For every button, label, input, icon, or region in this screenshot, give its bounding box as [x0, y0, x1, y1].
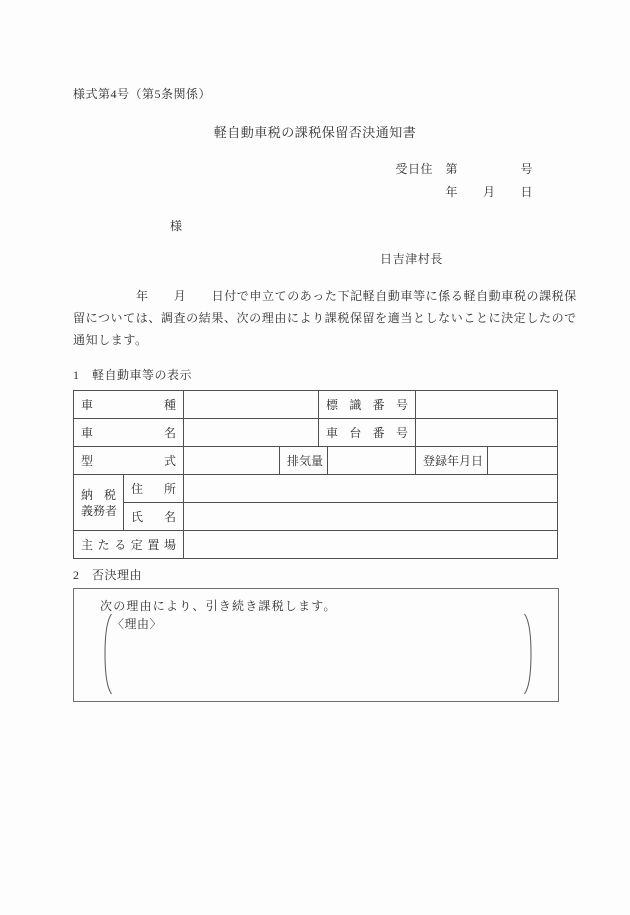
model-label: 型 式: [74, 447, 184, 475]
chassis-number-value-cell: [416, 419, 558, 447]
receipt-date-line: 年 月 日: [445, 185, 533, 199]
sender-title: 日吉津村長: [380, 252, 444, 266]
body-paragraph: 年 月 日付で申立てのあった下記軽自動車等に係る軽自動車税の課税保留については、調査の結果、次の理由により課税保留を適当としないことに決定したので通知します。: [73, 289, 577, 347]
chassis-number-label: 車 台 番 号: [319, 419, 416, 447]
displacement-value-cell: [328, 447, 416, 475]
address-label: 住 所: [124, 475, 184, 503]
section2-heading: 2 否決理由: [73, 568, 143, 582]
reason-statement: 次の理由により、引き続き課税します。: [100, 599, 337, 613]
displacement-label: 排気量: [280, 447, 328, 475]
plate-number-label: 標 識 番 号: [319, 391, 416, 419]
registration-date-label: 登録年月日: [416, 447, 488, 475]
main-location-label: 主 た る 定 置 場: [74, 531, 184, 559]
taxpayer-label-line2: 義務者: [81, 503, 118, 518]
name-value-cell: [184, 503, 558, 531]
registration-date-value-cell: [488, 447, 558, 475]
address-value-cell: [184, 475, 558, 503]
taxpayer-label: [74, 475, 124, 531]
main-location-value-cell: [184, 531, 558, 559]
vehicle-kind-value-cell: [184, 391, 319, 419]
vehicle-info-table: [73, 390, 558, 559]
table-row: [74, 419, 558, 447]
table-row: [74, 531, 558, 559]
form-code: 様式第4号（第5条関係）: [73, 87, 212, 101]
right-parenthesis-icon: [523, 613, 533, 695]
document-title: 軽自動車税の課税保留否決通知書: [213, 125, 417, 140]
vehicle-name-value-cell: [184, 419, 319, 447]
vehicle-name-label: 車 名: [74, 419, 184, 447]
receipt-number-line: 受日住 第 号: [395, 162, 533, 176]
plate-number-value-cell: [416, 391, 558, 419]
reason-label: 〈理由〉: [112, 617, 163, 631]
table-row: [74, 391, 558, 419]
taxpayer-label-line1: 納 税: [81, 487, 116, 502]
section1-heading: 1 軽自動車等の表示: [73, 368, 193, 382]
vehicle-kind-label: 車 種: [74, 391, 184, 419]
table-row: [74, 503, 558, 531]
name-label: 氏 名: [124, 503, 184, 531]
table-row: [74, 447, 558, 475]
addressee-honorific: 様: [170, 219, 183, 233]
model-value-cell: [184, 447, 280, 475]
receipt-stamp-area: [395, 158, 533, 204]
rejection-reason-box: [73, 588, 559, 702]
table-row: [74, 475, 558, 503]
